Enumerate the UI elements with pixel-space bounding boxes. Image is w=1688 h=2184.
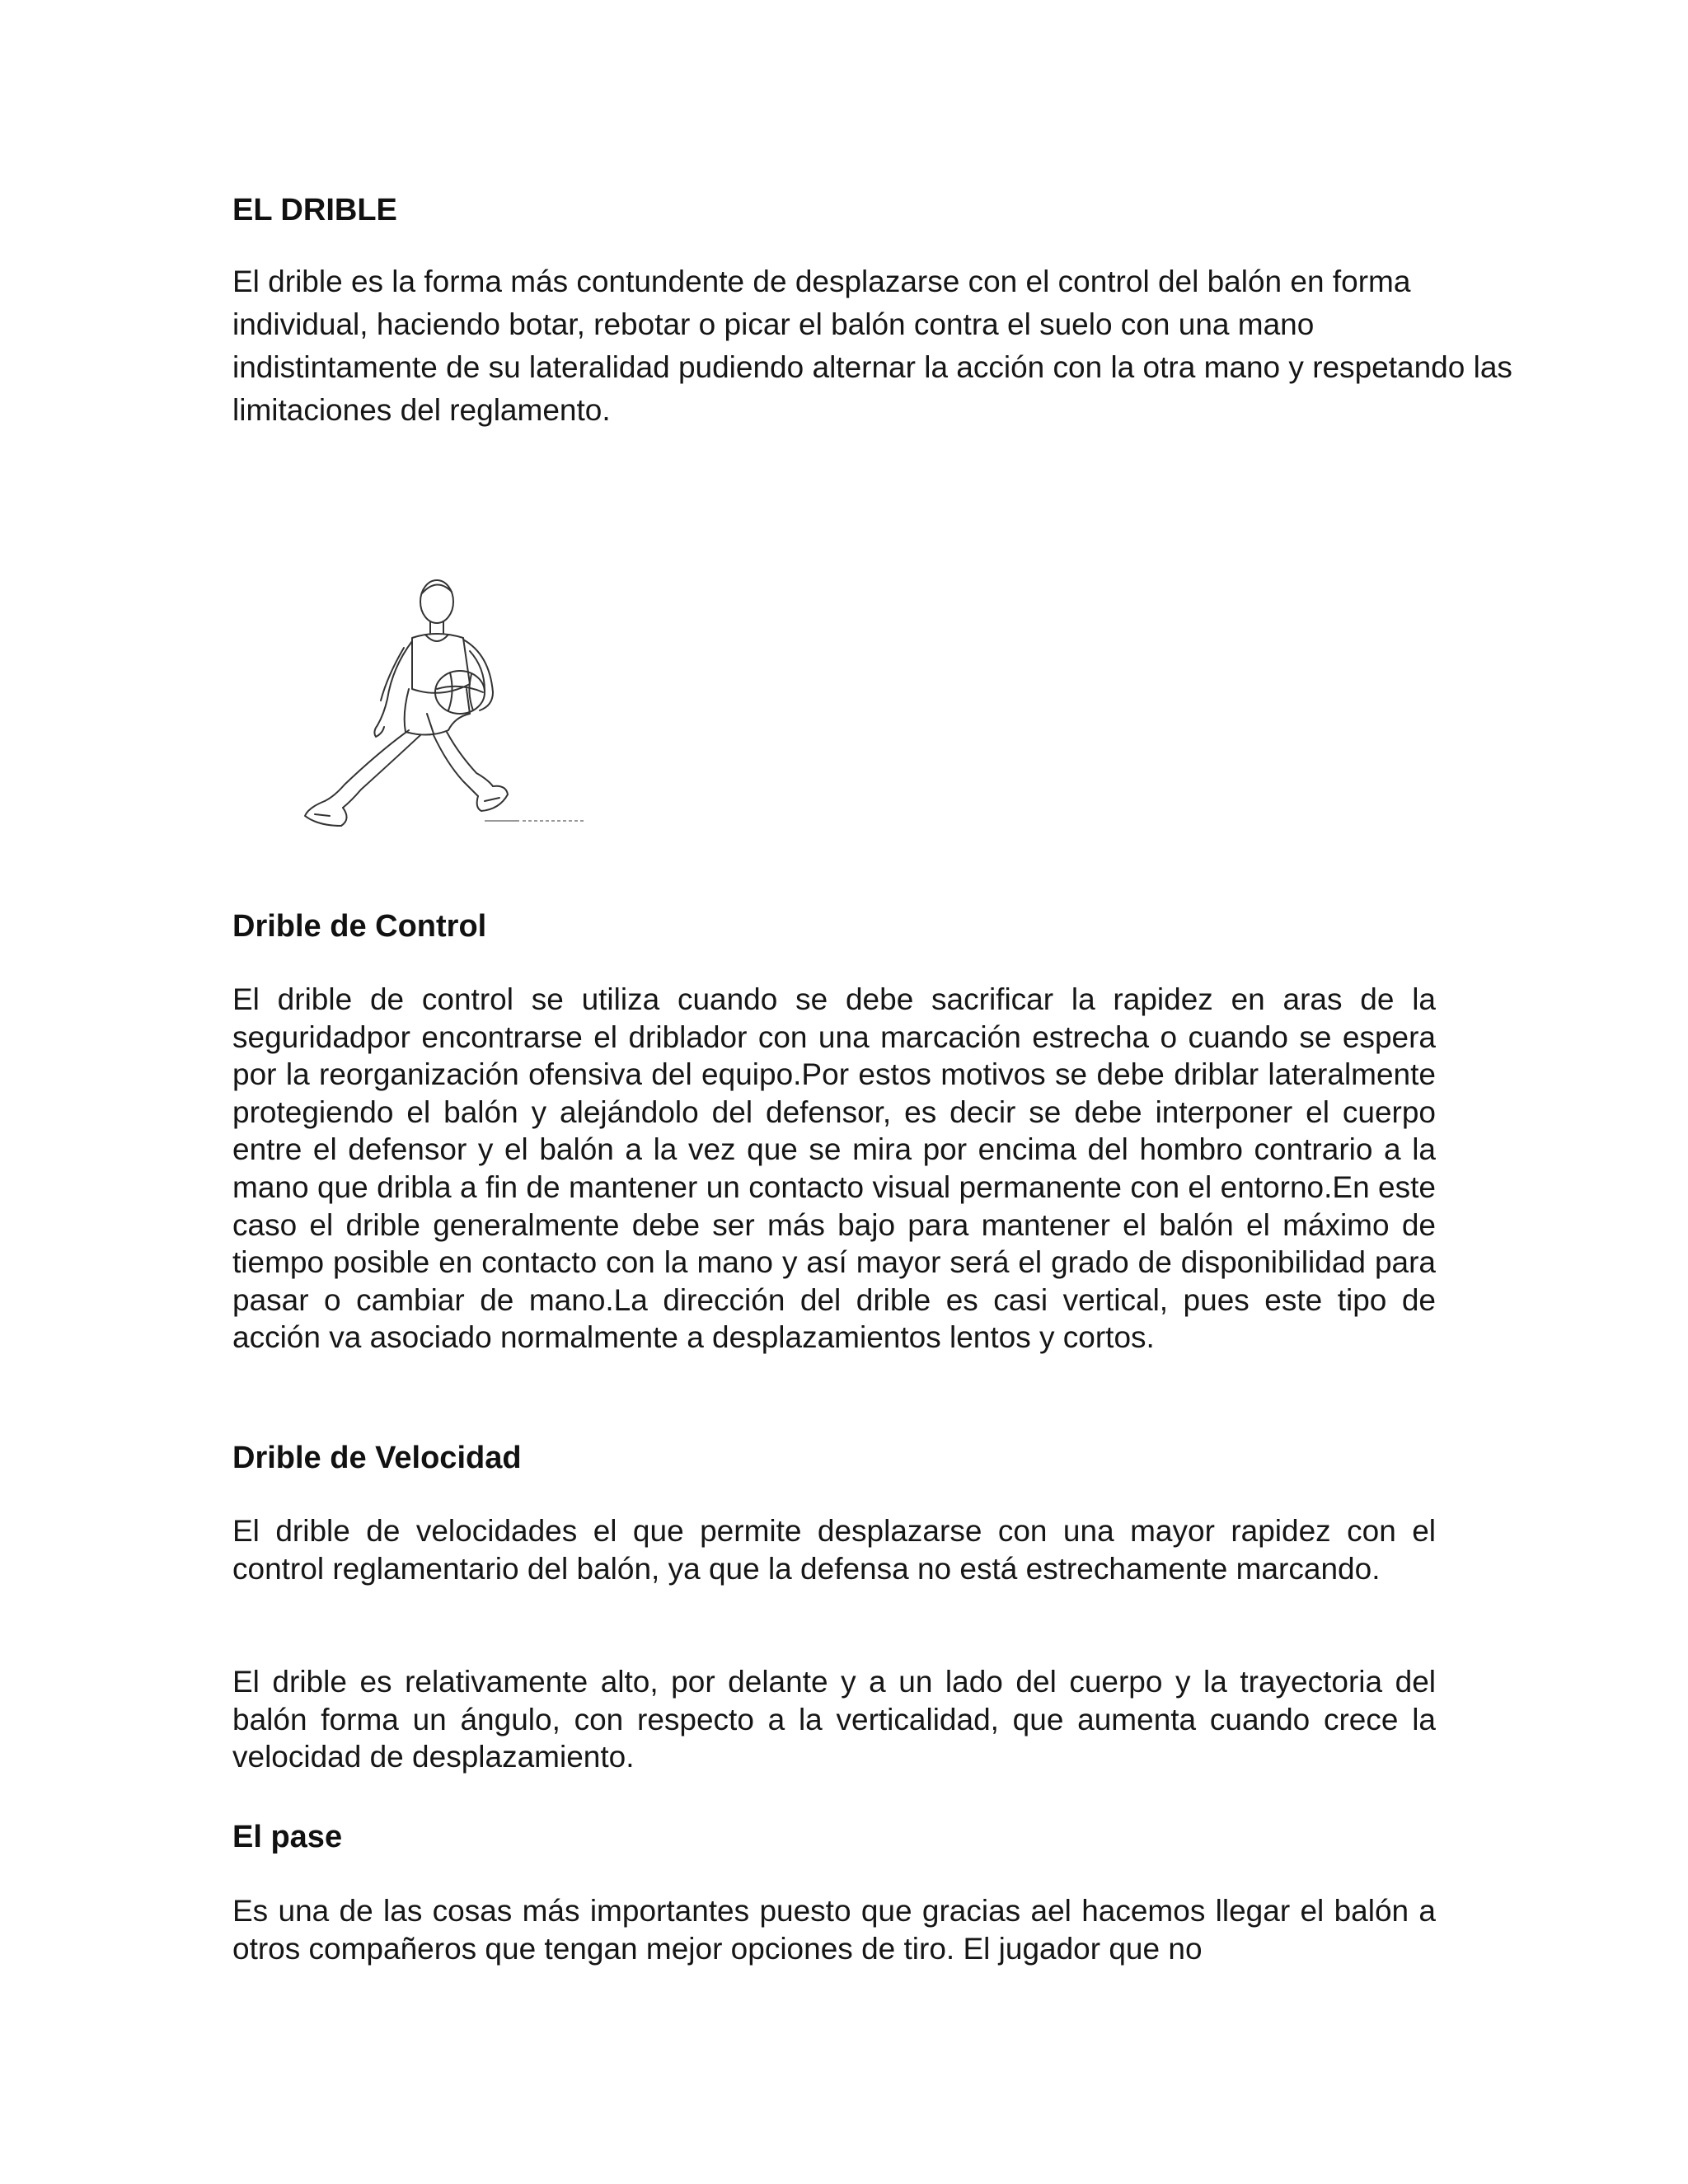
section-title-el-pase: El pase [232,1820,343,1854]
paragraph-drible-de-velocidad-2: El drible es relativamente alto, por delante y a un lado del cuerpo y la trayectoria del balón forma un ángulo, con respecto a la verticalidad, que aumenta cuando crece la velocidad de desplazamiento. [232,1665,1436,1774]
paragraph-el-pase: Es una de las cosas más importantes puesto que gracias ael hacemos llegar el balón a otros compañeros que tengan mejor opciones de tiro. El jugador que no [232,1894,1436,1966]
section-title-drible-de-velocidad: Drible de Velocidad [232,1441,522,1475]
section-title-el-drible: EL DRIBLE [232,193,397,227]
basketball-player-icon [272,569,602,841]
paragraph-drible-de-control: El drible de control se utiliza cuando se debe sacrificar la rapidez en aras de la seguridadpor encontrarse el driblador con una marcación estrecha o cuando se espera por la reorganización ofensiva del equipo.Por estos motivos se debe driblar lateralmente protegiendo el balón y alejándolo del defensor, es decir se debe interponer el cuerpo entre el defensor y el balón a la vez que se mira por encima del hombro contrario a la mano que dribla a fin de mantener un contacto visual permanente con el entorno.En este caso el drible generalmente debe ser más bajo para mantener el balón el máximo de tiempo posible en contacto con la mano y así mayor será el grado de disponibilidad para pasar o cambiar de mano.La dirección del drible es casi vertical, pues este tipo de acción va asociado normalmente a desplazamientos lentos y cortos. [232,982,1436,1355]
section-title-drible-de-control: Drible de Control [232,909,487,944]
paragraph-drible-de-velocidad-1: El drible de velocidades el que permite desplazarse con una mayor rapidez con el control reglamentario del balón, ya que la defensa no está estrechamente marcando. [232,1514,1436,1586]
basketball-player-illustration [272,569,602,841]
paragraph-el-drible: El drible es la forma más contundente de desplazarse con el control del balón en forma individual, haciendo botar, rebotar o picar el balón contra el suelo con una mano indistintamente de su lateralidad pudiendo alternar la acción con la otra mano y respetando las limitaciones del reglamento. [232,265,1512,427]
